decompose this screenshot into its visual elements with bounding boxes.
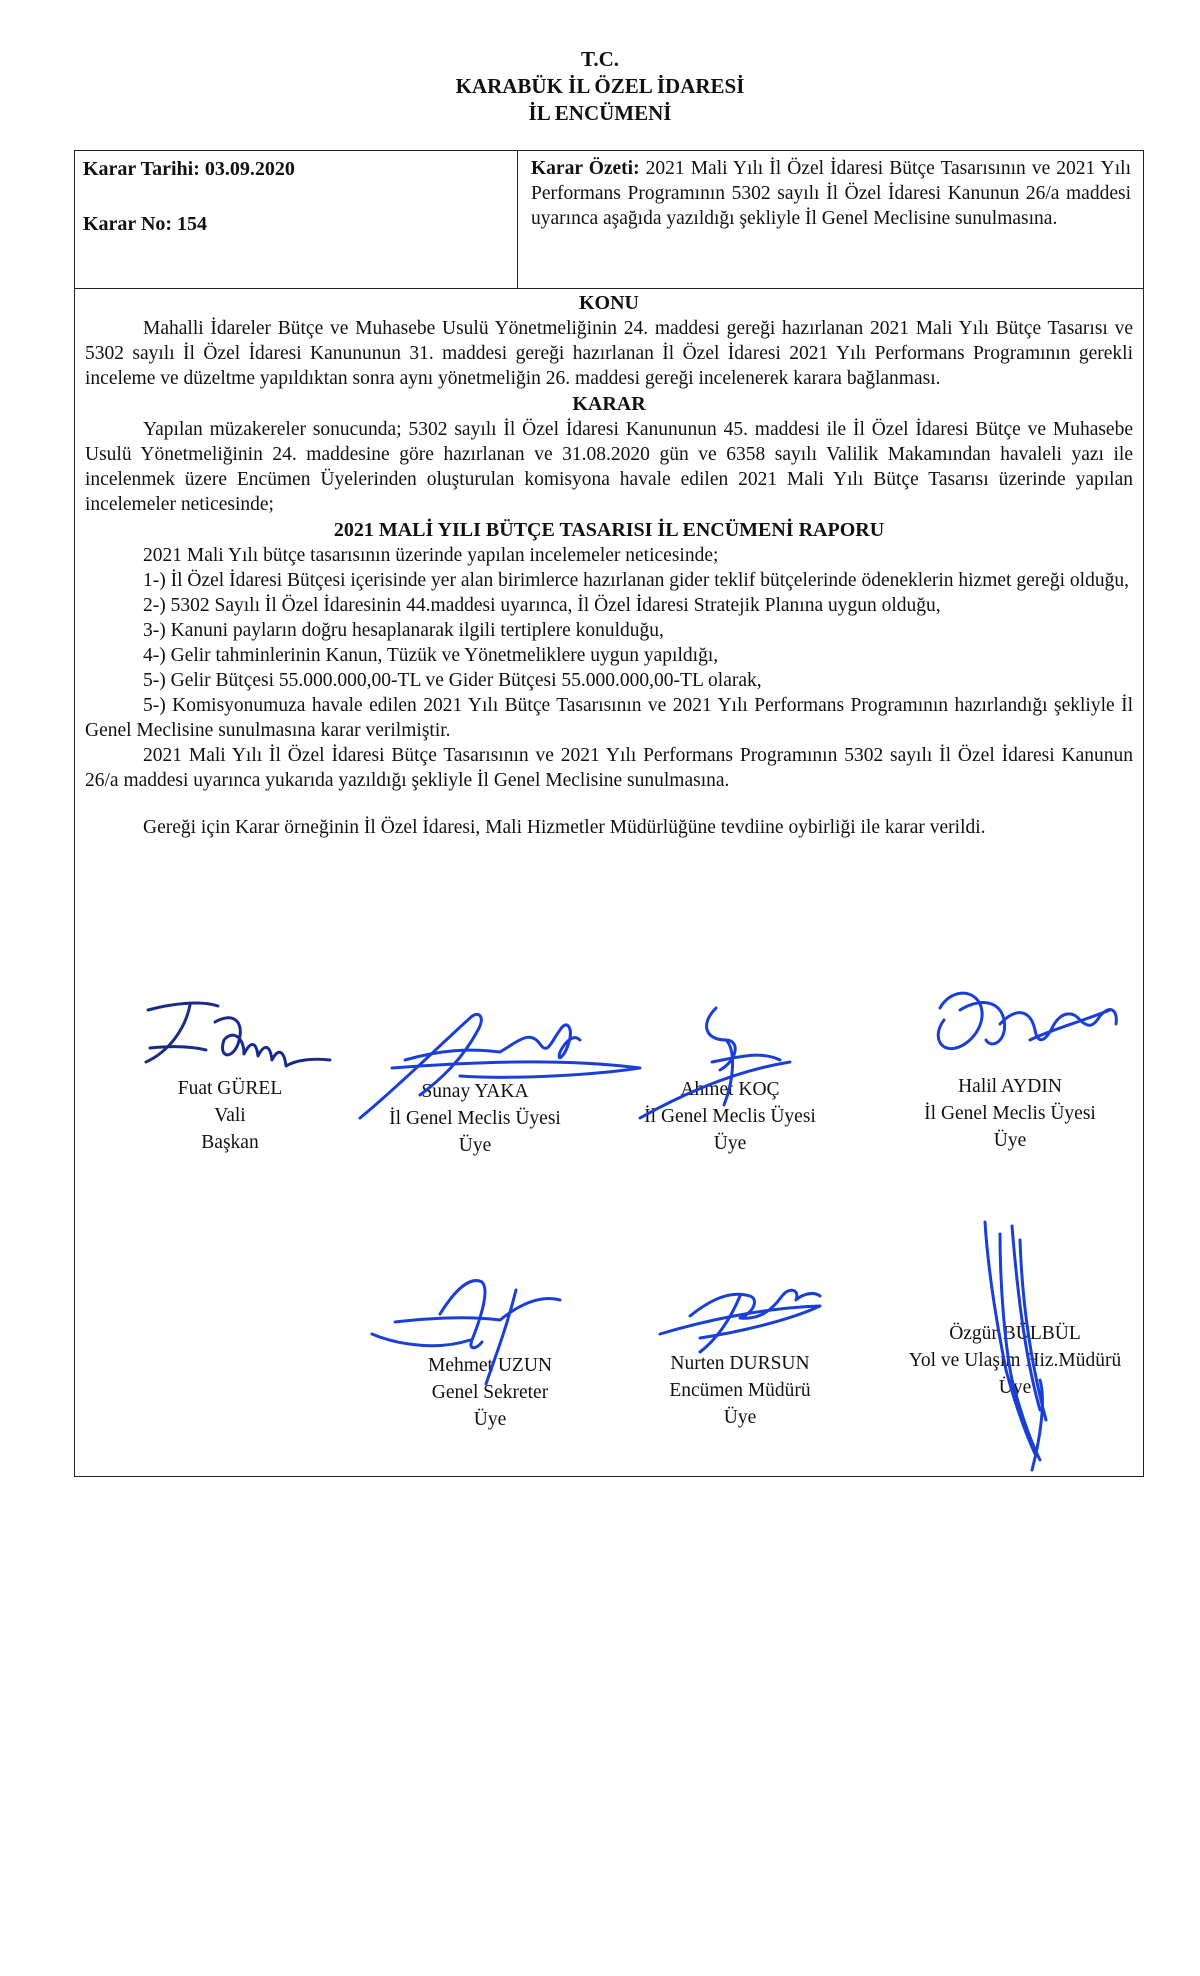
summary-label: Karar Özeti:	[531, 158, 640, 179]
signatory-role: Üye	[998, 1377, 1032, 1398]
decision-number: Karar No: 154	[83, 213, 208, 235]
signatory-block	[880, 1320, 1150, 1401]
signatory-role: Başkan	[201, 1132, 259, 1153]
decision-info-box	[75, 151, 1143, 289]
signatory-role: Üye	[473, 1409, 507, 1430]
signatory-block	[620, 1350, 860, 1431]
decision-date: Karar Tarihi: 03.09.2020	[83, 158, 295, 180]
signatory-title: Genel Sekreter	[431, 1382, 549, 1403]
karar-title: KARAR	[572, 393, 646, 415]
signatory-title: Encümen Müdürü	[669, 1380, 811, 1401]
signatory-title: İl Genel Meclis Üyesi	[924, 1103, 1096, 1124]
signatory-block	[370, 1352, 610, 1433]
report-item: 2-) 5302 Sayılı İl Özel İdaresinin 44.maddesi uyarınca, İl Özel İdaresi Stratejik Planına uygun olduğu,	[143, 595, 941, 616]
summary-text: 2021 Mali Yılı İl Özel İdaresi Bütçe Tasarısının ve 2021 Yılı Performans Programının 5302 sayılı İl Özel İdaresi Kanunun 26/a maddesi uyarınca aşağıda yazıldığı şekliyle İl Genel Meclisine sunulmasına.	[531, 158, 1131, 229]
signatory-title: İl Genel Meclis Üyesi	[644, 1106, 816, 1127]
signatory-role: Üye	[723, 1407, 757, 1428]
signatory-name: Halil AYDIN	[958, 1076, 1062, 1097]
report-item: 5-) Komisyonumuza havale edilen 2021 Yılı Bütçe Tasarısının ve 2021 Yılı Performans Programının hazırlandığı şekliyle İl Genel Meclisine sunulmasına karar verilmiştir.	[85, 695, 1133, 741]
header-institution: KARABÜK İL ÖZEL İDARESİ	[455, 74, 745, 98]
report-item: 5-) Gelir Bütçesi 55.000.000,00-TL ve Gider Bütçesi 55.000.000,00-TL olarak,	[143, 670, 762, 691]
signatory-block	[345, 1078, 605, 1159]
document-frame	[74, 150, 1144, 1477]
signatory-role: Üye	[713, 1133, 747, 1154]
closing-text: Gereği için Karar örneğinin İl Özel İdaresi, Mali Hizmetler Müdürlüğüne tevdiine oybirliği ile karar verildi.	[143, 817, 986, 838]
report-conclusion: 2021 Mali Yılı İl Özel İdaresi Bütçe Tasarısının ve 2021 Yılı Performans Programının 5302 sayılı İl Özel İdaresi Kanunun 26/a maddesi uyarınca yukarıda yazıldığı şekliyle İl Genel Meclisine sunulmasına.	[85, 745, 1133, 791]
info-divider	[517, 151, 518, 288]
signatory-name: Ahmet KOÇ	[680, 1079, 780, 1100]
signatory-role: Üye	[458, 1135, 492, 1156]
document-header	[0, 46, 1200, 127]
header-council: İL ENCÜMENİ	[528, 101, 672, 125]
signatory-name: Mehmet UZUN	[427, 1355, 553, 1376]
report-item: 3-) Kanuni payların doğru hesaplanarak ilgili tertiplere konulduğu,	[143, 620, 664, 641]
report-item: 4-) Gelir tahminlerinin Kanun, Tüzük ve Yönetmeliklere uygun yapıldığı,	[143, 645, 719, 666]
signatory-title: Vali	[214, 1105, 246, 1126]
konu-text: Mahalli İdareler Bütçe ve Muhasebe Usulü Yönetmeliğinin 24. maddesi gereği hazırlanan 2021 Mali Yılı Bütçe Tasarısı ve 5302 sayılı İl Özel İdaresi Kanununun 31. maddesi gereği hazırlanan İl Özel İdaresi 2021 Yılı Performans Programının gerekli inceleme ve düzeltme yapıldıktan sonra aynı yönetmeliğin 26. maddesi gereği incelenerek karara bağlanması.	[85, 318, 1133, 389]
signatory-name: Fuat GÜREL	[177, 1078, 283, 1099]
report-intro: 2021 Mali Yılı bütçe tasarısının üzerinde yapılan incelemeler neticesinde;	[143, 545, 719, 566]
signatory-name: Sunay YAKA	[421, 1081, 529, 1102]
signatory-name: Nurten DURSUN	[670, 1353, 810, 1374]
header-tc: T.C.	[580, 47, 620, 71]
konu-title: KONU	[579, 292, 639, 314]
karar-text: Yapılan müzakereler sonucunda; 5302 sayılı İl Özel İdaresi Kanununun 45. maddesi ile İl Özel İdaresi Bütçe ve Muhasebe Usulü Yönetmeliğinin 24. maddesine göre hazırlanan ve 31.08.2020 gün ve 6358 sayılı Valilik Makamından havaleli yazı ile incelenmek üzere Encümen Üyelerinden oluşturulan komisyona havale edilen 2021 Mali Yılı Bütçe Tasarısı üzerinde yapılan incelemeler neticesinde;	[85, 419, 1133, 515]
decision-summary	[531, 156, 1131, 231]
signatory-block	[880, 1073, 1140, 1154]
signatory-block	[600, 1076, 860, 1157]
signatory-title: Yol ve Ulaşım Hiz.Müdürü	[908, 1350, 1122, 1371]
signatory-block	[130, 1075, 330, 1156]
signatory-title: İl Genel Meclis Üyesi	[389, 1108, 561, 1129]
decision-body	[85, 290, 1133, 840]
signatory-name: Özgür BÜLBÜL	[949, 1323, 1081, 1344]
report-title: 2021 MALİ YILI BÜTÇE TASARISI İL ENCÜMENİ RAPORU	[333, 519, 885, 541]
report-item: 1-) İl Özel İdaresi Bütçesi içerisinde yer alan birimlerce hazırlanan gider teklif bütçelerinde ödeneklerin hizmet gereği olduğu,	[143, 570, 1129, 591]
signatory-role: Üye	[993, 1130, 1027, 1151]
